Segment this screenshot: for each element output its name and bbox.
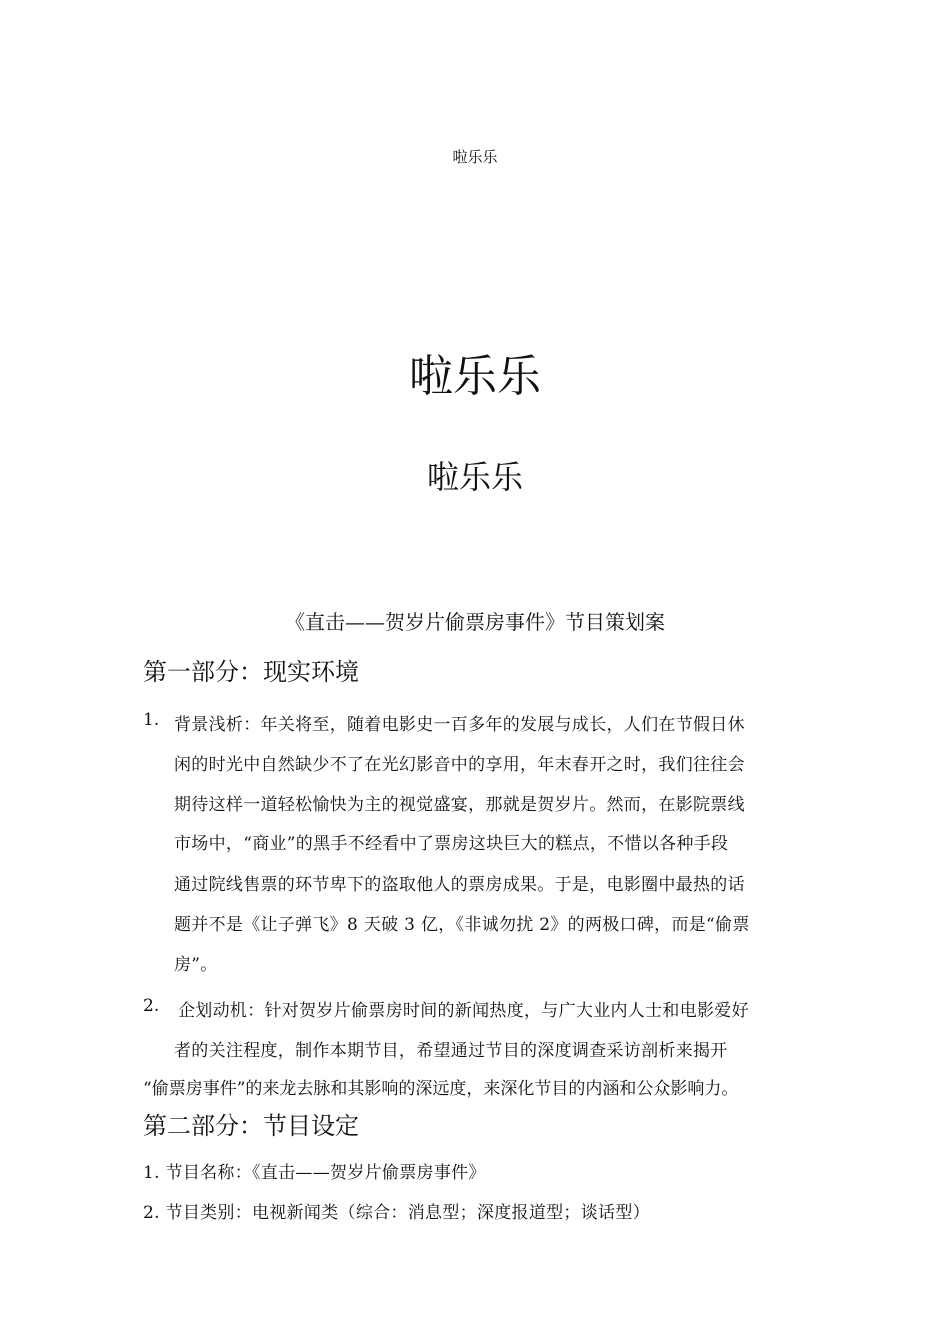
- paragraph-line: 闲的时光中自然缺少不了在光幻影音中的享用，年末春开之时，我们往往会: [174, 755, 745, 775]
- list-number: 1.: [143, 710, 160, 730]
- cover-title: 啦乐乐: [409, 351, 541, 402]
- list-number: 2.: [143, 996, 160, 1016]
- plan-title: 《直击——贺岁片偷票房事件》节目策划案: [285, 610, 665, 634]
- list-item: 2. 节目类别：电视新闻类（综合：消息型；深度报道型；谈话型）: [143, 1203, 650, 1223]
- list-item: 1. 节目名称：《直击——贺岁片偷票房事件》: [143, 1163, 486, 1183]
- paragraph-line: 企划动机：针对贺岁片偷票房时间的新闻热度，与广大业内人士和电影爱好: [178, 1001, 749, 1021]
- paragraph-line: 背景浅析：年关将至，随着电影史一百多年的发展与成长，人们在节假日休: [174, 715, 745, 735]
- section-heading-part2: 第二部分：节目设定: [143, 1112, 359, 1140]
- paragraph-line: 期待这样一道轻松愉快为主的视觉盛宴，那就是贺岁片。然而，在影院票线: [174, 795, 745, 815]
- paragraph-line: 房”。: [174, 955, 218, 975]
- section-heading-part1: 第一部分：现实环境: [143, 658, 359, 686]
- paragraph-line: 市场中，“商业”的黑手不经看中了票房这块巨大的糕点，不惜以各种手段: [174, 834, 729, 854]
- paragraph-line: 通过院线售票的环节卑下的盗取他人的票房成果。于是，电影圈中最热的话: [174, 875, 745, 895]
- page-header: 啦乐乐: [452, 148, 498, 166]
- paragraph-line: 者的关注程度，制作本期节目，希望通过节目的深度调查采访剖析来揭开: [174, 1041, 728, 1061]
- cover-subtitle: 啦乐乐: [426, 458, 523, 496]
- paragraph-line: “偷票房事件”的来龙去脉和其影响的深远度，来深化节目的内涵和公众影响力。: [143, 1079, 739, 1099]
- paragraph-line: 题并不是《让子弹飞》8 天破 3 亿，《非诚勿扰 2》的两极口碑，而是“偷票: [174, 915, 750, 935]
